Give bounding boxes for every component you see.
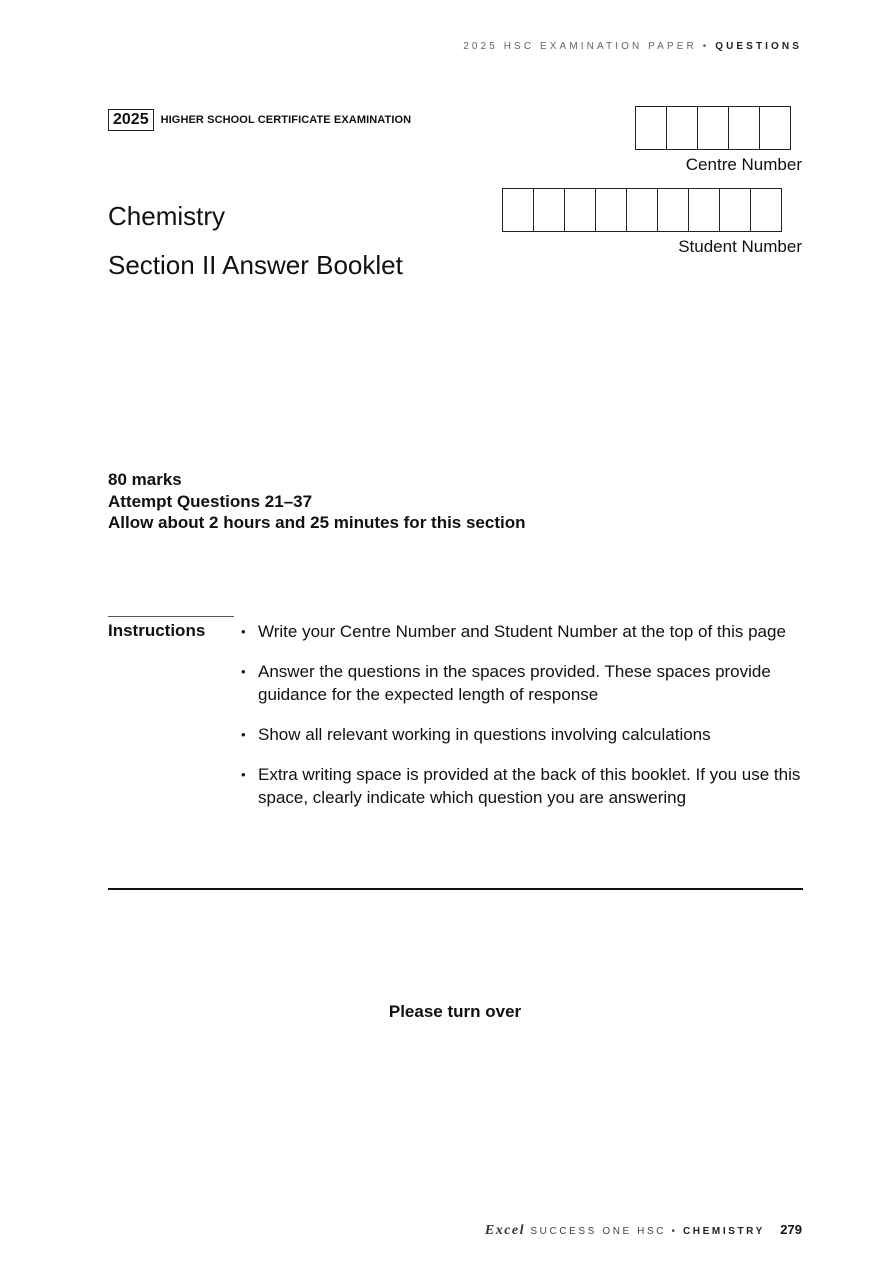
exam-heading [108, 109, 411, 131]
student-number-boxes[interactable] [503, 188, 782, 232]
centre-number-boxes[interactable] [636, 106, 791, 150]
student-number-label: Student Number [678, 237, 802, 256]
student-number-digit-box[interactable] [688, 188, 720, 232]
footer-separator: • [671, 1226, 678, 1237]
subject-title: Chemistry [108, 201, 226, 231]
turn-over-note: Please turn over [388, 1002, 522, 1021]
student-number-digit-box[interactable] [626, 188, 658, 232]
brand-logo: Excel [484, 1223, 526, 1238]
instruction-item: • Extra writing space is provided at the back of this booklet. If you use this space, clearly indicate which question you are answering [241, 765, 801, 807]
running-header-right: QUESTIONS [715, 41, 802, 52]
instruction-item: • Show all relevant working in questions involving calculations [241, 725, 711, 744]
instructions-heading: Instructions [108, 621, 206, 640]
centre-number-digit-box[interactable] [635, 106, 667, 150]
running-header-separator: • [702, 41, 710, 52]
student-number-digit-box[interactable] [533, 188, 565, 232]
bullet-icon: • [241, 767, 246, 782]
instructions-divider [108, 616, 234, 617]
student-number-digit-box[interactable] [564, 188, 596, 232]
attempt-questions: Attempt Questions 21–37 [108, 491, 313, 511]
total-marks: 80 marks [108, 470, 182, 489]
student-number-digit-box[interactable] [719, 188, 751, 232]
instruction-item: • Answer the questions in the spaces provided. These spaces provide guidance for the expected length of response [241, 662, 771, 704]
bullet-icon: • [241, 664, 246, 679]
student-number-digit-box[interactable] [595, 188, 627, 232]
centre-number-label: Centre Number [685, 155, 802, 174]
centre-number-digit-box[interactable] [728, 106, 760, 150]
bullet-icon: • [241, 727, 246, 742]
footer-series: SUCCESS ONE HSC [530, 1226, 667, 1237]
instruction-item: • Write your Centre Number and Student Number at the top of this page [241, 622, 786, 641]
bullet-icon: • [241, 624, 246, 639]
student-number-digit-box[interactable] [750, 188, 782, 232]
footer-subject: CHEMISTRY [682, 1226, 765, 1237]
student-number-digit-box[interactable] [502, 188, 534, 232]
centre-number-digit-box[interactable] [759, 106, 791, 150]
centre-number-digit-box[interactable] [666, 106, 698, 150]
centre-number-digit-box[interactable] [697, 106, 729, 150]
section-divider [108, 888, 803, 890]
page-number: 279 [780, 1222, 802, 1237]
time-allowance: Allow about 2 hours and 25 minutes for this section [108, 513, 526, 532]
page-footer [485, 1222, 802, 1239]
student-number-digit-box[interactable] [657, 188, 689, 232]
exam-label: HIGHER SCHOOL CERTIFICATE EXAMINATION [160, 114, 412, 126]
running-header-left: 2025 HSC EXAMINATION PAPER [463, 41, 697, 52]
booklet-title: Section II Answer Booklet [108, 250, 403, 280]
running-header [463, 41, 802, 52]
exam-year: 2025 [108, 109, 154, 131]
marks-block [108, 469, 526, 534]
instructions-list [241, 620, 811, 826]
